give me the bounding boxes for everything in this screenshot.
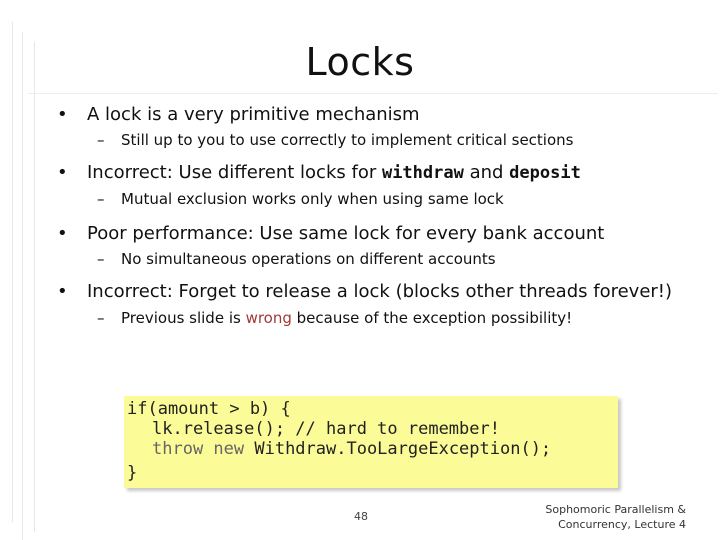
bullet-glyph: •: [57, 104, 68, 125]
highlighted-word: wrong: [245, 309, 292, 327]
sub-bullet-3: [97, 250, 496, 268]
sub-bullet-4: [97, 309, 572, 327]
sub-bullet-text: Mutual exclusion works only when using same lock: [121, 190, 504, 208]
sub-bullet-text: because of the exception possibility!: [291, 309, 573, 327]
decorative-line: [34, 42, 35, 532]
page-number: 48: [354, 510, 368, 523]
dash-glyph: –: [97, 131, 105, 149]
decorative-line: [12, 22, 13, 522]
code-deposit: deposit: [509, 163, 581, 183]
bullet-text: Incorrect: Use different locks for: [87, 162, 382, 183]
code-line-1: if(amount > b) {: [127, 399, 291, 419]
code-withdraw: withdraw: [381, 163, 464, 183]
code-line-3: [152, 439, 551, 459]
sub-bullet-text: Previous slide is: [121, 309, 246, 327]
decorative-line: [22, 32, 23, 540]
sub-bullet-text: No simultaneous operations on different accounts: [121, 250, 496, 268]
dash-glyph: –: [97, 190, 105, 208]
code-text: Withdraw.TooLargeException();: [244, 439, 552, 459]
bullet-4: [57, 281, 672, 302]
code-block: [124, 396, 618, 488]
bullet-text: Incorrect: Forget to release a lock (blocks other threads forever!): [87, 281, 673, 302]
bullet-3: [57, 223, 604, 244]
code-keyword: throw new: [152, 439, 245, 459]
course-footer: [545, 502, 686, 532]
bullet-1: [57, 104, 420, 125]
sub-bullet-1: [97, 131, 573, 149]
code-line-4: }: [127, 463, 138, 483]
bullet-glyph: •: [57, 281, 68, 302]
bullet-2: [57, 162, 581, 183]
bullet-text: and: [463, 162, 510, 183]
code-line-2: lk.release(); // hard to remember!: [152, 419, 500, 439]
course-footer-line-2: Concurrency, Lecture 4: [558, 518, 686, 531]
course-footer-line-1: Sophomoric Parallelism &: [545, 503, 686, 516]
bullet-text: A lock is a very primitive mechanism: [87, 104, 420, 125]
dash-glyph: –: [97, 250, 105, 268]
title-divider: [28, 93, 718, 94]
slide-title: Locks: [305, 40, 415, 84]
dash-glyph: –: [97, 309, 105, 327]
sub-bullet-2: [97, 190, 504, 208]
bullet-glyph: •: [57, 223, 68, 244]
bullet-glyph: •: [57, 162, 68, 183]
bullet-text: Poor performance: Use same lock for every bank account: [87, 223, 605, 244]
sub-bullet-text: Still up to you to use correctly to implement critical sections: [121, 131, 574, 149]
